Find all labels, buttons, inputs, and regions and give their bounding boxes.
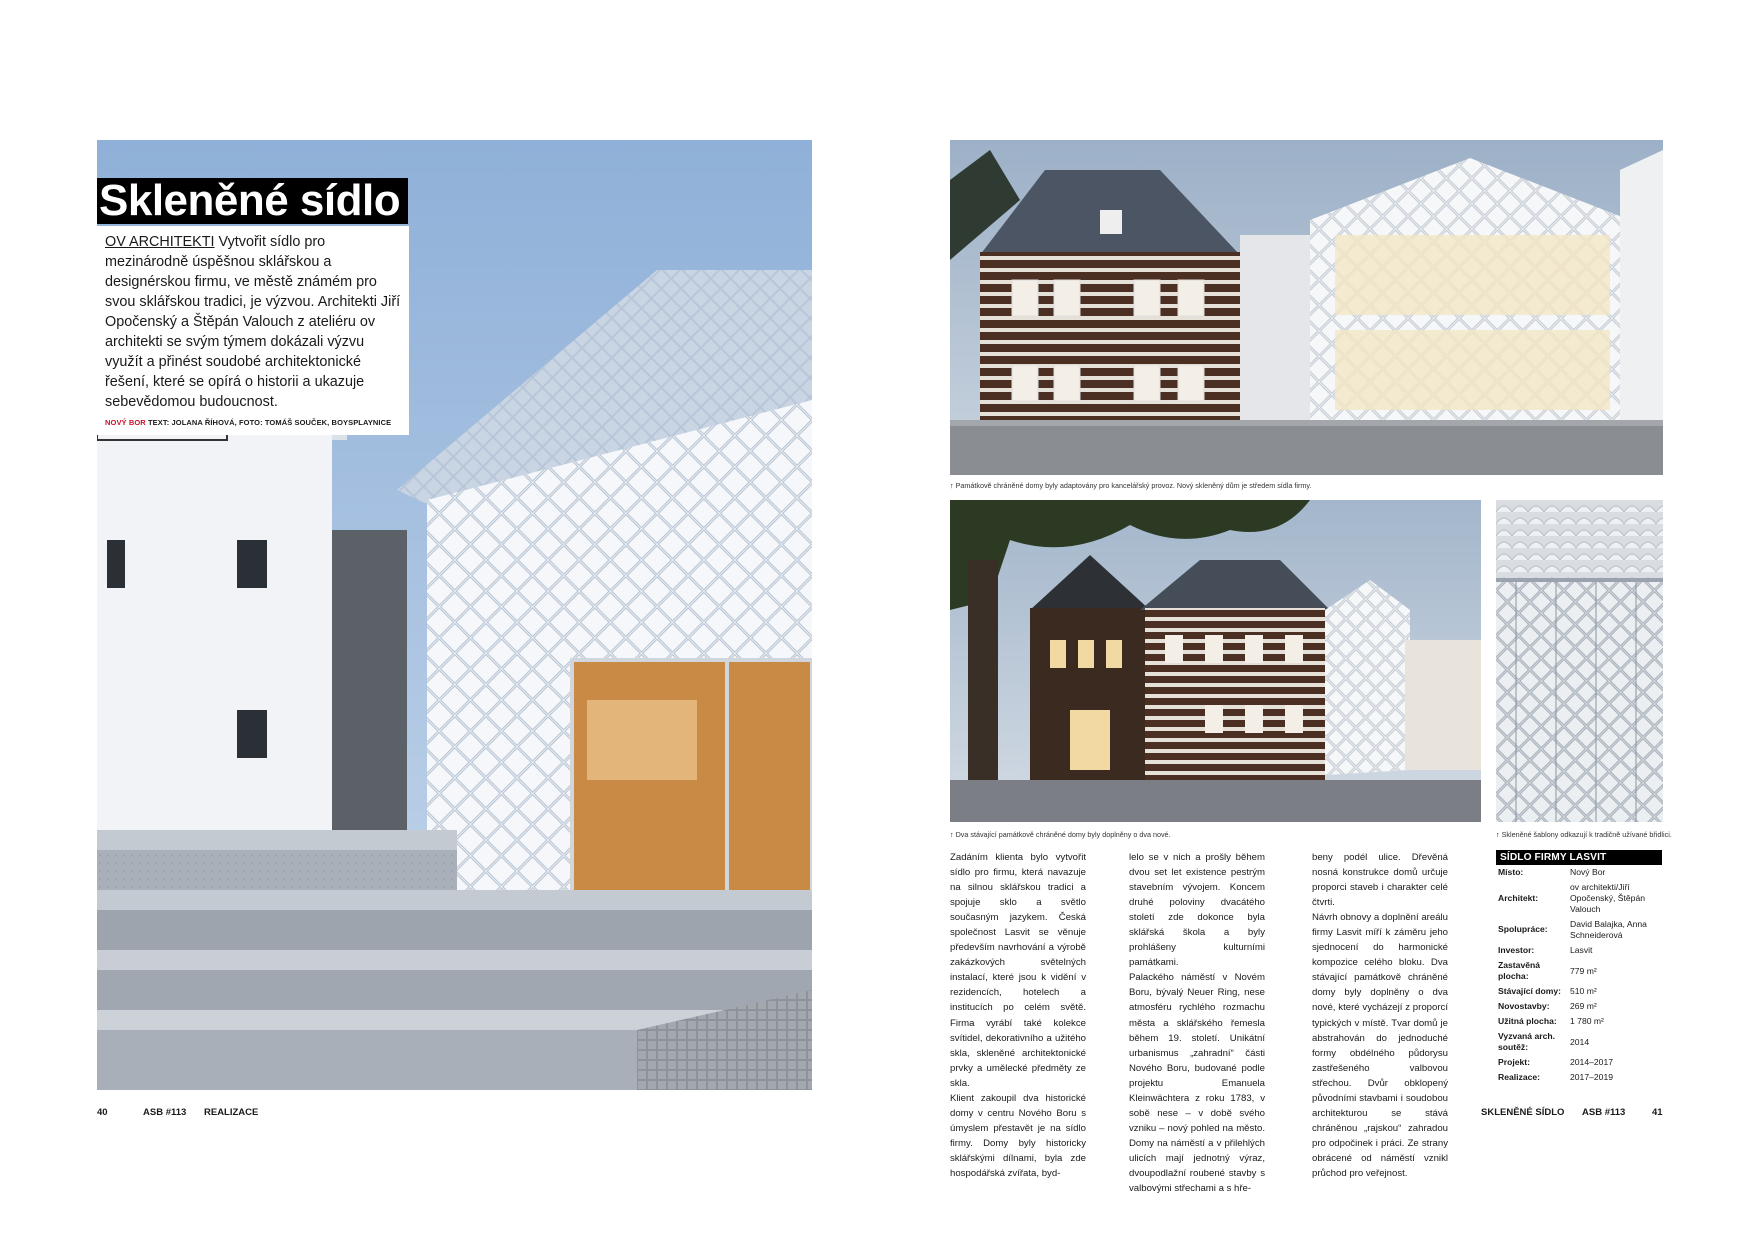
paragraph: Zadáním klienta bylo vytvořit sídlo pro firmu, která navazuje na silnou sklářskou tradici a spojuje sklo a světlo současným jazykem. Česká společnost Lasvit se věnuje především navrhování a výrobě zakázkových světelných instalací, které jsou k vidění v rezidencích, hotelech a institucích po celém světě. Firma vyrábí také kolekce svítidel, dekorativního a užitého skla, skleněné architektonické prvky a umělecké předměty ze skla. (950, 852, 1086, 1089)
facts-row: Realizace: 2017–2019 (1498, 1072, 1614, 1082)
folio-page-right: 41 (1652, 1107, 1663, 1118)
caption-middle: ↑ Dva stávající památkově chráněné domy byly doplněny o dva nové. (950, 830, 1171, 839)
facts-row: Zastavěná plocha: 779 m² (1498, 960, 1597, 981)
paragraph: Klient zakoupil dva historické domy v centru Nového Boru s úmyslem přestavět je na sídlo firmy. Domy byly historicky sklářskými dílnami, byla zde hospodářská zvířata, byd- (950, 1092, 1086, 1179)
article-title: Skleněné sídlo (97, 178, 408, 224)
photo-street-facade (950, 140, 1663, 475)
photo-historic-houses (950, 500, 1481, 822)
facts-row: Investor: Lasvit (1498, 945, 1593, 955)
lead-studio: OV ARCHITEKTI (105, 234, 215, 250)
folio-page-left: 40 (97, 1107, 108, 1118)
paragraph: beny podél ulice. Dřevěná nosná konstrukce domů určuje proporci staveb i charakter celé čtvrti. (1312, 852, 1448, 909)
project-facts (1496, 850, 1662, 1085)
facts-row: Užitná plocha: 1 780 m² (1498, 1016, 1604, 1026)
folio-title: SKLENĚNÉ SÍDLO (1481, 1107, 1565, 1118)
facts-title: SÍDLO FIRMY LASVIT (1496, 850, 1662, 865)
lead-box (97, 226, 409, 435)
caption-detail: ↑ Skleněné šablony odkazují k tradičně užívané břidlici. (1496, 830, 1672, 839)
facts-row: Novostavby: 269 m² (1498, 1001, 1597, 1011)
paragraph: Návrh obnovy a doplnění areálu firmy Lasvit míří k záměru jeho sjednocení do harmonické kompozice celého bloku. Dva stávající památkově chráněné domy byly doplněny o dva nové, které vycházejí z proporcí typických v místě. Tvar domů je abstrahován do jednoduché formy obdélného půdorysu zastřešeného valbovou střechou. Dvůr obklopený původními stavbami i soudobou architekturou se stává chráněnou „rajskou“ zahradou pro odpočinek i práci. Ze strany obrácené od náměstí vznikl průchod pro veřejnost. (1312, 912, 1449, 1179)
byline-text: TEXT: JOLANA ŘÍHOVÁ, FOTO: TOMÁŠ SOUČEK, BOYSPLAYNICE (145, 418, 392, 427)
facts-row: Stávající domy: 510 m² (1498, 986, 1597, 996)
body-column-3 (1312, 850, 1448, 1181)
lead-text: Vytvořit sídlo pro mezinárodně úspěšnou sklářskou a designérskou firmu, ve městě známém pro svou sklářskou tradici, je výzvou. Architekti Jiří Opočenský a Štěpán Valouch z ateliéru ov architekti se svým týmem dokázali výzvu využít a přinést soudobé architektonické řešení, které se opírá o historii a ukazuje sebevědomou budoucnost. (105, 234, 401, 410)
byline (105, 418, 401, 427)
paragraph: Palackého náměstí v Novém Boru, bývalý Neuer Ring, nese atmosféru rychlého rozmachu města a sklářského řemesla během 19. století. Unikátní urbanismus „zahradní“ části Nového Boru, budované podle projektu Emanuela Kleinwächtera z roku 1783, v sobě nese – v době svého vzniku – nový pohled na město. Domy na náměstí a v přilehlých ulicích mají jednotný výraz, dvoupodlažní roubené stavby s valbovými střechami a s hře- (1129, 972, 1265, 1195)
facts-row: Projekt: 2014–2017 (1498, 1057, 1614, 1067)
body-column-2 (1129, 850, 1265, 1196)
folio-magazine-right: ASB #113 (1582, 1107, 1626, 1118)
facts-row: Spolupráce: David Balajka, Anna Schneiderová (1498, 919, 1647, 940)
caption-top: ↑ Památkově chráněné domy byly adaptovány pro kancelářský provoz. Nový skleněný dům je středem sídla firmy. (950, 481, 1312, 490)
lead-paragraph (105, 232, 401, 412)
folio-section: REALIZACE (204, 1107, 259, 1118)
facts-row: Vyzvaná arch. soutěž: 2014 (1498, 1031, 1590, 1052)
body-column-1 (950, 850, 1086, 1181)
paragraph: lelo se v nich a prošly během dvou set let existence pestrým stavebním vývojem. Koncem druhé poloviny dvacátého století zde dokonce byla sklářská škola a byly prohlášeny kulturními památkami. (1129, 852, 1265, 969)
folio-magazine-left: ASB #113 (143, 1107, 187, 1118)
photo-glass-detail (1496, 500, 1663, 822)
byline-location: NOVÝ BOR (105, 418, 146, 427)
facts-row: Architekt: ov architekti/Jiří Opočenský, Štěpán Valouch (1498, 882, 1646, 914)
facts-row: Místo: Nový Bor (1498, 867, 1606, 877)
